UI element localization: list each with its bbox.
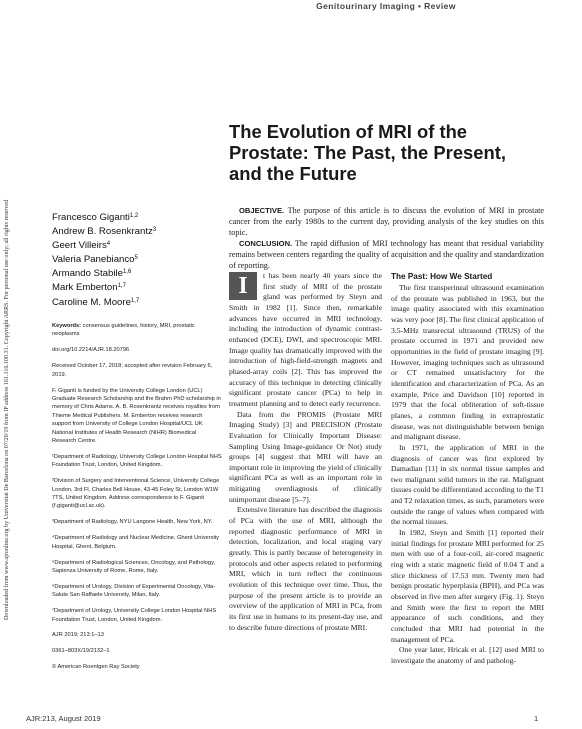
body-paragraph: Extensive literature has described the diagnosis of PCa with the use of MRI, although the reported diagnostic performance of MRI in detection, localization, and local staging vary greatly. This is partly because of heterogeneity in protocols and other aspects related to performing MRI, which in turn reflect the continuous evolution of this technique over time. Thus, the purpose of the present article is to provide an overview of the application of MRI in PCa, from its first use in humans to its present-day use, and to describe future directions of prostate MRI. [229,505,382,632]
article-notes [52,322,222,679]
author: Andrew B. Rosenkrantz$^3$ [52,226,157,238]
body-paragraph: Data from the PROMIS (Prostate MRI Imaging Study) [3] and PRECISION (Prostate Evaluation for Clinically Important Disease: Sampling Using Image-guidance Or Not) study groups [4] suggest that MRI will have an important role in improving the yield of clinically significant PCa as well as an important role in mitigating overdiagnosis of clinically unimportant disease [5–7]. [229,409,382,504]
affiliation: ³Department of Radiology, NYU Langone Health, New York, NY. [52,519,213,526]
abstract-conclusion: CONCLUSION. The rapid diffusion of MRI technology has meant that residual variability remains between centers regarding the quality of acquisition and the quality and standardization of reporting. [229,239,544,270]
body-paragraph: One year later, Hricak et al. [12] used MRI to investigate the anatomy of and patholog- [391,645,544,665]
page-number: 1 [534,714,539,723]
funding-note: F. Giganti is funded by the University College London (UCL) Graduate Research Scholarship and the Brahm PhD scholarship in memory of Chris Adams. A. B. Rosenkrantz receives royalties from Thieme Medical Publishers. M. Emberton receives research support from University of College London Hospital/UCL UK National Institutes of Health Research (NIHR) Biomedical Research Centre. [52,387,221,444]
author: Valeria Panebianco$^5$ [52,254,138,266]
affiliation: ⁵Department of Radiological Sciences, Oncology, and Pathology, Sapienza University of Rome, Rome, Italy. [52,559,216,574]
body-column-1 [229,271,382,633]
body-paragraph: In 1971, the application of MRI in the diagnosis of cancer was first explored by Damadian [11] in six normal tissue samples and two malignant solid tumors in the rat. Malignant tissues could be differentiated according to the T1 and T2 relaxation times, as such, parameters were outside the range of values when compared with the normal tissues. [391,442,544,527]
body-paragraph: In 1982, Steyn and Smith [1] reported their initial findings for prostate MRI performed for 25 men with use of a four-coil, air-cored magnetic ring with a static magnetic field of 0.04 T and a slice thickness of 17.53 mm. Twenty men had benign prostatic hyperplasia (BPH), and PCa was observed in five men after surgery (Fig. 1). Steyn and Smith were the first to report the MRI appearance of such conditions, and they concluded that MRI had potential in the management of PCa. [391,528,544,644]
received-date: Received October 17, 2018; accepted after revision February 6, 2019. [52,363,213,378]
article-title: The Evolution of MRI of the Prostate: The Past, the Present, and the Future [229,121,506,184]
author: Caroline M. Moore$^{1,7}$ [52,296,140,308]
section-heading: The Past: How We Started [391,272,493,281]
affiliation: ⁷Department of Urology, University College London Hospital NHS Foundation Trust, London, United Kingdom. [52,608,217,623]
author: Mark Emberton$^{1,7}$ [52,282,126,294]
section-header: Genitourinary Imaging • Review [226,0,546,14]
download-notice: Downloaded from www.ajronline.org by Universitat De Barcelona on 07/20/19 from IP address 161.116.100.31. Copyright ARRS. For personal use only; all rights reserved [4,199,10,620]
author: Francesco Giganti$^{1,2}$ [52,212,139,223]
citation: AJR 2019; 213:1–13 [52,632,104,639]
intro-paragraph: I t has been nearly 40 years since the first study of MRI of the prostate gland was performed by Steyn and Smith in 1982 [1]. Since then, remarkable advances have occurred in MRI technology, including the introduction of dynamic contrast-enhanced (DCE), DWI, and spectroscopic MRI. Image quality has dramatically improved with the introduction of high-field-strength magnets and phased-array coils [2]. This has improved the accuracy of this technique in detecting clinically significant prostate cancer (PCa) to help in treatment planning and to detect early recurrence. [229,271,382,408]
keywords: Keywords: consensus guidelines, history, MRI, prostatic neoplasms [52,323,195,338]
affiliation: ⁴Department of Radiology and Nuclear Medicine, Ghent University Hospital, Ghent, Belgium. [52,535,220,550]
drop-cap: I [229,272,257,300]
doi: doi.org/10.2214/AJR.18.20796 [52,347,130,354]
copyright: © American Roentgen Ray Society [52,664,140,671]
affiliation: ⁶Department of Urology, Division of Experimental Oncology, Vita-Salute San Raffaele University, Milan, Italy. [52,583,216,599]
author: Geert Villeirs$^4$ [52,240,111,252]
affiliation: ²Division of Surgery and Interventional Science, University College London, 3rd Fl, Charles Bell House, 43-45 Foley St, London W1W 7TS, United Kingdom. Address correspondence to F. Giganti (f.giganti@ucl.ac.uk). [52,478,220,510]
abstract [229,205,544,271]
author: Armando Stabile$^{1,6}$ [52,268,132,280]
body-column-2 [391,271,544,667]
affiliation: ¹Department of Radiology, University College London Hospital NHS Foundation Trust, London, United Kingdom. [52,453,222,469]
abstract-objective: OBJECTIVE. The purpose of this article is to discuss the evolution of MRI in prostate cancer from the early 1980s to the current day, providing analysis of the key studies on this topic. [229,206,544,237]
author-list [52,210,222,309]
body-paragraph: The first transperineal ultrasound examination of the prostate was published in 1963, but the image quality associated with this examination was very poor [8]. The first clinical application of 3.5-MHz transrectal ultrasound (TRUS) of the prostate occurred in 1971 and provided new opportunities in the field of prostate imaging [9]. However, imaging techniques such as ultrasound or CT remained unsatisfactory for the identification and characterization of PCa. As an example, Price and Davidson [10] reported in 1979 that the focal obliteration of soft-tissue planes, a common finding in extraprostatic disease, was not distinguishable between benign and malignant disease. [391,283,544,442]
journal-footer: AJR:213, August 2019 [26,714,101,723]
issn: 0361–803X/19/2132–1 [52,648,110,655]
